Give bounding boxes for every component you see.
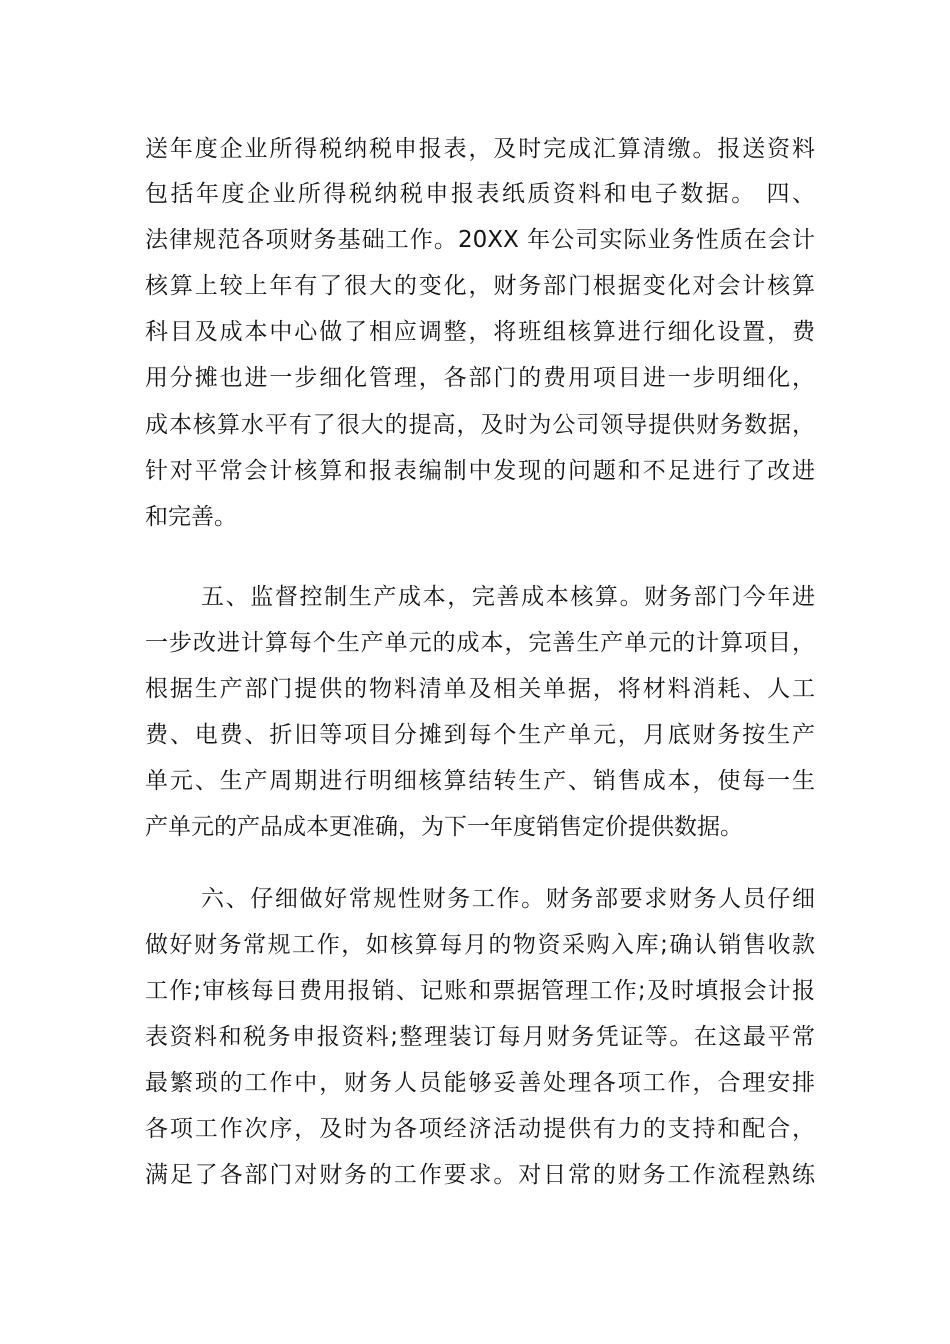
- text-line: 针对平常会计核算和报表编制中发现的问题和不足进行了改进: [145, 458, 815, 484]
- text-line: 核算上较上年有了很大的变化，财务部门根据变化对会计核算: [145, 273, 815, 299]
- text-line: 法律规范各项财务基础工作。20XX 年公司实际业务性质在会计: [145, 227, 815, 253]
- text-line: 表资料和税务申报资料;整理装订每月财务凭证等。在这最平常: [145, 1024, 815, 1050]
- text-line: 根据生产部门提供的物料清单及相关单据，将材料消耗、人工: [145, 676, 815, 702]
- paragraph-first-line: 六、仔细做好常规性财务工作。财务部要求财务人员仔细: [201, 886, 815, 912]
- text-line: 产单元的产品成本更准确，为下一年度销售定价提供数据。: [145, 814, 743, 840]
- text-line: 科目及成本中心做了相应调整，将班组核算进行细化设置，费: [145, 319, 815, 345]
- paragraph-first-line: 五、监督控制生产成本，完善成本核算。财务部门今年进: [201, 584, 815, 610]
- text-line: 费、电费、折旧等项目分摊到每个生产单元，月底财务按生产: [145, 722, 815, 748]
- text-line: 做好财务常规工作，如核算每月的物资采购入库;确认销售收款: [145, 932, 815, 958]
- text-line: 最繁琐的工作中，财务人员能够妥善处理各项工作，合理安排: [145, 1070, 815, 1096]
- text-line: 一步改进计算每个生产单元的成本，完善生产单元的计算项目，: [145, 630, 815, 656]
- text-line: 送年度企业所得税纳税申报表，及时完成汇算清缴。报送资料: [145, 136, 815, 162]
- text-line: 和完善。: [145, 504, 237, 530]
- text-line: 成本核算水平有了很大的提高，及时为公司领导提供财务数据，: [145, 412, 815, 438]
- text-line: 单元、生产周期进行明细核算结转生产、销售成本，使每一生: [145, 768, 815, 794]
- text-line: 满足了各部门对财务的工作要求。对日常的财务工作流程熟练: [145, 1162, 815, 1188]
- text-line: 工作;审核每日费用报销、记账和票据管理工作;及时填报会计报: [145, 978, 815, 1004]
- text-line: 各项工作次序，及时为各项经济活动提供有力的支持和配合，: [145, 1116, 815, 1142]
- text-line: 用分摊也进一步细化管理，各部门的费用项目进一步明细化，: [145, 365, 815, 391]
- text-line: 包括年度企业所得税纳税申报表纸质资料和电子数据。 四、: [145, 181, 815, 207]
